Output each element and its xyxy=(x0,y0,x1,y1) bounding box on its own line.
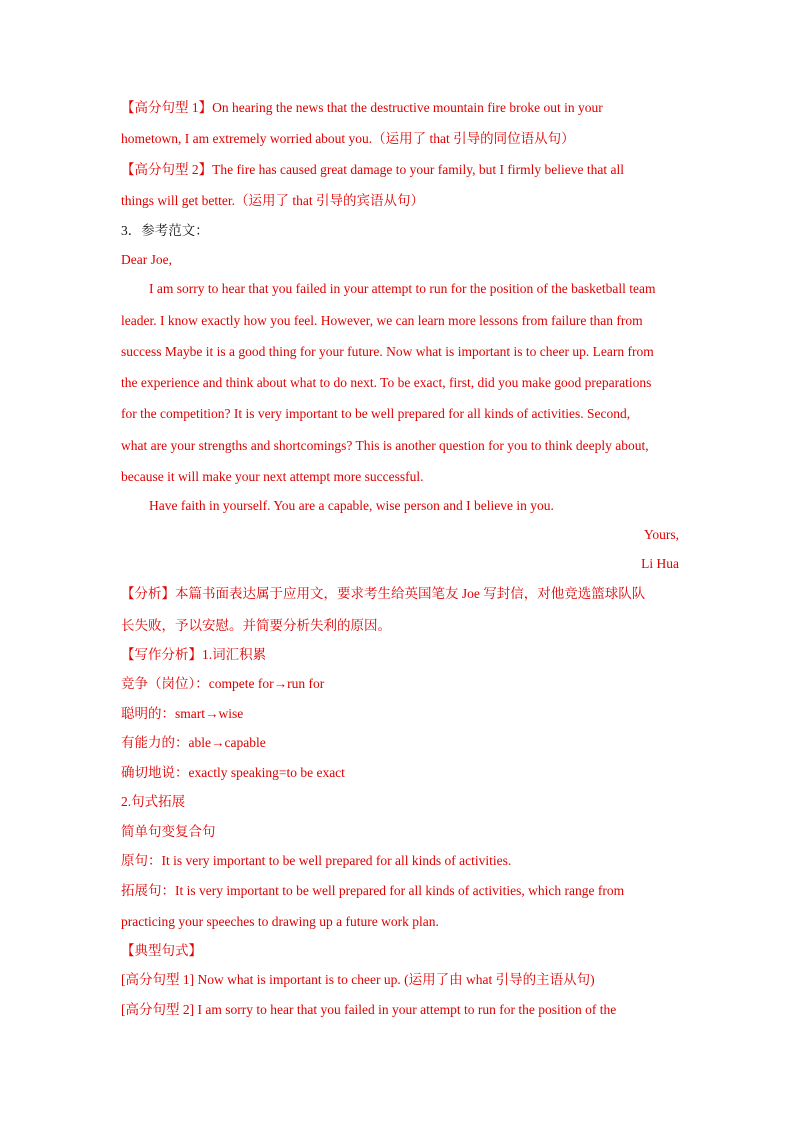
letter-body-line: what are your strengths and shortcomings? This is another question for you to think deeply about, xyxy=(121,438,649,453)
high-score-sentence-1: 【高分句型 1】On hearing the news that the destructive mountain fire broke out in your xyxy=(121,100,603,115)
expanded-sentence: 拓展句：It is very important to be well prepared for all kinds of activities, which range from xyxy=(121,883,625,898)
vocabulary-item: 有能力的：able→capable xyxy=(121,735,266,750)
letter-body-line: success Maybe it is a good thing for your future. Now what is important is to cheer up. Learn from xyxy=(121,344,654,359)
letter-body-line: leader. I know exactly how you feel. However, we can learn more lessons from failure than from xyxy=(121,313,643,328)
vocabulary-item: 确切地说：exactly speaking=to be exact xyxy=(121,765,345,780)
letter-salutation: Dear Joe, xyxy=(121,252,172,267)
high-score-sentence-2-cont: things will get better.（运用了 that 引导的宾语从句） xyxy=(121,193,424,208)
section-heading-reference: 3．参考范文： xyxy=(121,223,209,238)
high-score-sentence-1-cont: hometown, I am extremely worried about you.（运用了 that 引导的同位语从句） xyxy=(121,131,575,146)
analysis-paragraph: 【分析】本篇书面表达属于应用文，要求考生给英国笔友 Joe 写封信，对他竞选篮球队队 xyxy=(121,586,646,601)
letter-body-line: I am sorry to hear that you failed in your attempt to run for the position of the basketball team xyxy=(149,281,656,296)
original-sentence: 原句：It is very important to be well prepared for all kinds of activities. xyxy=(121,853,512,868)
typical-sentence-2: [高分句型 2] I am sorry to hear that you failed in your attempt to run for the position of the xyxy=(121,1002,617,1017)
writing-analysis-heading: 【写作分析】1.词汇积累 xyxy=(121,647,267,662)
letter-body-line: the experience and think about what to do next. To be exact, first, did you make good preparations xyxy=(121,375,652,390)
sentence-expansion-subheading: 简单句变复合句 xyxy=(121,824,216,839)
sentence-expansion-heading: 2.句式拓展 xyxy=(121,794,186,809)
typical-sentences-heading: 【典型句式】 xyxy=(121,943,202,958)
typical-sentence-1: [高分句型 1] Now what is important is to cheer up. (运用了由 what 引导的主语从句) xyxy=(121,972,595,987)
expanded-sentence-cont: practicing your speeches to drawing up a future work plan. xyxy=(121,914,439,929)
vocabulary-item: 聪明的：smart→wise xyxy=(121,706,244,721)
vocabulary-item: 竞争（岗位）：compete for→run for xyxy=(121,676,325,691)
analysis-paragraph-cont: 长失败，予以安慰。并简要分析失利的原因。 xyxy=(121,618,391,633)
letter-body-line: Have faith in yourself. You are a capable, wise person and I believe in you. xyxy=(149,498,554,513)
letter-body-line: because it will make your next attempt more successful. xyxy=(121,469,424,484)
letter-signature: Li Hua xyxy=(641,556,679,571)
letter-body-line: for the competition? It is very important to be well prepared for all kinds of activities. Second, xyxy=(121,406,631,421)
high-score-sentence-2: 【高分句型 2】The fire has caused great damage to your family, but I firmly believe that all xyxy=(121,162,624,177)
letter-closing: Yours, xyxy=(643,527,679,542)
